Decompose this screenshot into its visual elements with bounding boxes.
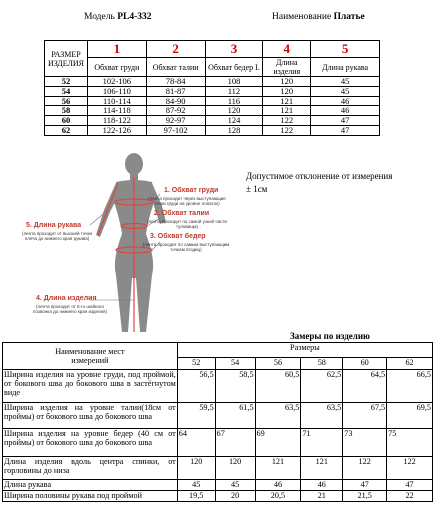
- measure-cell: 46: [311, 106, 380, 116]
- measure-name: Ширина изделия на уровне груди, под проймой, от бокового шва до бокового шва в застёгнутом виде: [3, 370, 178, 403]
- measure-cell: 81-87: [146, 86, 205, 96]
- figure-label-hips: 3. Обхват бедер: [150, 233, 206, 240]
- size-column-header: 60: [343, 358, 387, 370]
- size-column-header: 56: [255, 358, 301, 370]
- product-name-line: [272, 12, 365, 22]
- size-row: [45, 125, 380, 135]
- measure-value: 64: [177, 429, 215, 457]
- measure-number: 3: [205, 41, 263, 58]
- measure-cell: 97-102: [146, 125, 205, 135]
- size-cell: 58: [45, 106, 88, 116]
- size-cell: 54: [45, 86, 88, 96]
- measure-cell: 120: [263, 77, 311, 87]
- measure-value: 63,5: [255, 403, 301, 429]
- measure-value: 121: [255, 457, 301, 480]
- measure-value: 21: [301, 491, 343, 502]
- measure-value: 46: [255, 480, 301, 491]
- size-row: [45, 116, 380, 126]
- measure-value: 67,5: [343, 403, 387, 429]
- figure-label-length: 4. Длина изделия: [36, 295, 97, 302]
- measure-cell: 47: [311, 125, 380, 135]
- measure-value: 73: [343, 429, 387, 457]
- measure-cell: 124: [205, 116, 263, 126]
- measure-cell: 108: [205, 77, 263, 87]
- measure-row: [3, 370, 433, 403]
- measure-title: Замеры по изделию: [290, 331, 370, 341]
- measure-name-header: Наименование мест измерений: [3, 343, 178, 370]
- measure-name: Длина изделия вдоль центра спинки, от горловины до низа: [3, 457, 178, 480]
- measure-cell: 45: [311, 86, 380, 96]
- measure-cell: 102-106: [87, 77, 146, 87]
- measure-value: 63,5: [301, 403, 343, 429]
- tolerance-line-2: ± 1см: [246, 184, 268, 194]
- model-value: PL4-332: [117, 12, 152, 22]
- measure-value: 66,5: [387, 370, 433, 403]
- measure-value: 47: [387, 480, 433, 491]
- measure-cell: 92-97: [146, 116, 205, 126]
- size-cell: 62: [45, 125, 88, 135]
- measure-cell: 121: [263, 106, 311, 116]
- measure-cell: 106-110: [87, 86, 146, 96]
- size-row: [45, 86, 380, 96]
- measure-value: 60,5: [255, 370, 301, 403]
- measure-name: Ширина изделия на уровне талии(18см от проймы) от бокового шва до бокового шва: [3, 403, 178, 429]
- measure-row: [3, 480, 433, 491]
- name-value: Платье: [333, 12, 365, 22]
- measure-number: 2: [146, 41, 205, 58]
- measure-value: 64,5: [343, 370, 387, 403]
- measure-value: 20: [215, 491, 255, 502]
- measure-value: 62,5: [301, 370, 343, 403]
- size-row: [45, 96, 380, 106]
- measure-cell: 47: [311, 116, 380, 126]
- measure-cell: 128: [205, 125, 263, 135]
- measure-row: [3, 429, 433, 457]
- measure-value: 75: [387, 429, 433, 457]
- size-row: [45, 106, 380, 116]
- size-cell: 60: [45, 116, 88, 126]
- name-label: Наименование: [272, 12, 332, 22]
- measure-cell: 118-122: [87, 116, 146, 126]
- measure-value: 120: [177, 457, 215, 480]
- measure-row: [3, 491, 433, 502]
- size-column-header: 62: [387, 358, 433, 370]
- measure-value: 19,5: [177, 491, 215, 502]
- measure-value: 67: [215, 429, 255, 457]
- figure-label-sleeve: 5. Длина рукава: [26, 222, 82, 229]
- measure-cell: 120: [263, 86, 311, 96]
- sizes-header: Размеры: [177, 343, 432, 358]
- measure-name: Длина рукава: [3, 480, 178, 491]
- size-cell: 52: [45, 77, 88, 87]
- measure-value: 45: [215, 480, 255, 491]
- measure-value: 46: [301, 480, 343, 491]
- measure-value: 22: [387, 491, 433, 502]
- measure-cell: 112: [205, 86, 263, 96]
- measure-label: Длина рукава: [311, 58, 380, 77]
- measure-value: 122: [387, 457, 433, 480]
- measure-name: Ширина половины рукава под проймой: [3, 491, 178, 502]
- tolerance-note: [246, 171, 430, 195]
- measure-cell: 114-118: [87, 106, 146, 116]
- tolerance-line-1: Допустимое отклонение от измерения: [246, 171, 393, 181]
- measure-value: 59,5: [177, 403, 215, 429]
- measure-cell: 116: [205, 96, 263, 106]
- figure-label-waist: 2. Обхват талии: [154, 210, 210, 217]
- measure-cell: 46: [311, 96, 380, 106]
- figure-note-length: (лента проходит от 6-го шейного позвонка до нижнего края изделия): [33, 304, 107, 314]
- size-row: [45, 77, 380, 87]
- measure-cell: 78-84: [146, 77, 205, 87]
- measure-cell: 120: [205, 106, 263, 116]
- size-column-header: 54: [215, 358, 255, 370]
- size-column-header: 52: [177, 358, 215, 370]
- measure-number: 5: [311, 41, 380, 58]
- measure-cell: 122-126: [87, 125, 146, 135]
- measure-table: [2, 342, 433, 502]
- measure-value: 69,5: [387, 403, 433, 429]
- measure-label: Длина изделия: [263, 58, 311, 77]
- measure-cell: 122: [263, 116, 311, 126]
- measure-label: Обхват талии: [146, 58, 205, 77]
- measure-number: 4: [263, 41, 311, 58]
- measure-value: 122: [343, 457, 387, 480]
- size-cell: 56: [45, 96, 88, 106]
- measure-value: 71: [301, 429, 343, 457]
- measure-cell: 110-114: [87, 96, 146, 106]
- measure-value: 45: [177, 480, 215, 491]
- measure-value: 58,5: [215, 370, 255, 403]
- measure-value: 56,5: [177, 370, 215, 403]
- size-header: РАЗМЕР ИЗДЕЛИЯ: [45, 41, 88, 77]
- measure-name: Ширина изделия на уровне бедер (40 см от проймы) от бокового шва до бокового шва: [3, 429, 178, 457]
- figure-note-sleeve: (лента проходит от высшей точки плеча до нижнего края рукава): [21, 231, 93, 241]
- size-column-header: 58: [301, 358, 343, 370]
- measure-row: [3, 403, 433, 429]
- model-label: Модель: [84, 12, 115, 22]
- measure-cell: 121: [263, 96, 311, 106]
- measure-value: 61,5: [215, 403, 255, 429]
- measure-cell: 122: [263, 125, 311, 135]
- model-line: [84, 12, 152, 22]
- measure-label: Обхват груди: [87, 58, 146, 77]
- measure-value: 121: [301, 457, 343, 480]
- measure-value: 20,5: [255, 491, 301, 502]
- measure-value: 120: [215, 457, 255, 480]
- measure-row: [3, 457, 433, 480]
- measure-cell: 84-90: [146, 96, 205, 106]
- measure-number: 1: [87, 41, 146, 58]
- figure-note-chest: (лента проходит через выступающие точки груди на уровне лопаток): [148, 196, 226, 206]
- measure-value: 69: [255, 429, 301, 457]
- figure-note-waist: (лента проходит по самой узкой части туловища): [147, 219, 227, 229]
- measure-cell: 45: [311, 77, 380, 87]
- measure-label: Обхват бедер I.: [205, 58, 263, 77]
- figure-note-hips: (лента проходит по самым выступающим точкам ягодиц): [142, 242, 230, 252]
- size-table: [44, 40, 380, 136]
- figure-label-chest: 1. Обхват груди: [164, 187, 219, 194]
- measure-cell: 87-92: [146, 106, 205, 116]
- measure-value: 21,5: [343, 491, 387, 502]
- measure-value: 47: [343, 480, 387, 491]
